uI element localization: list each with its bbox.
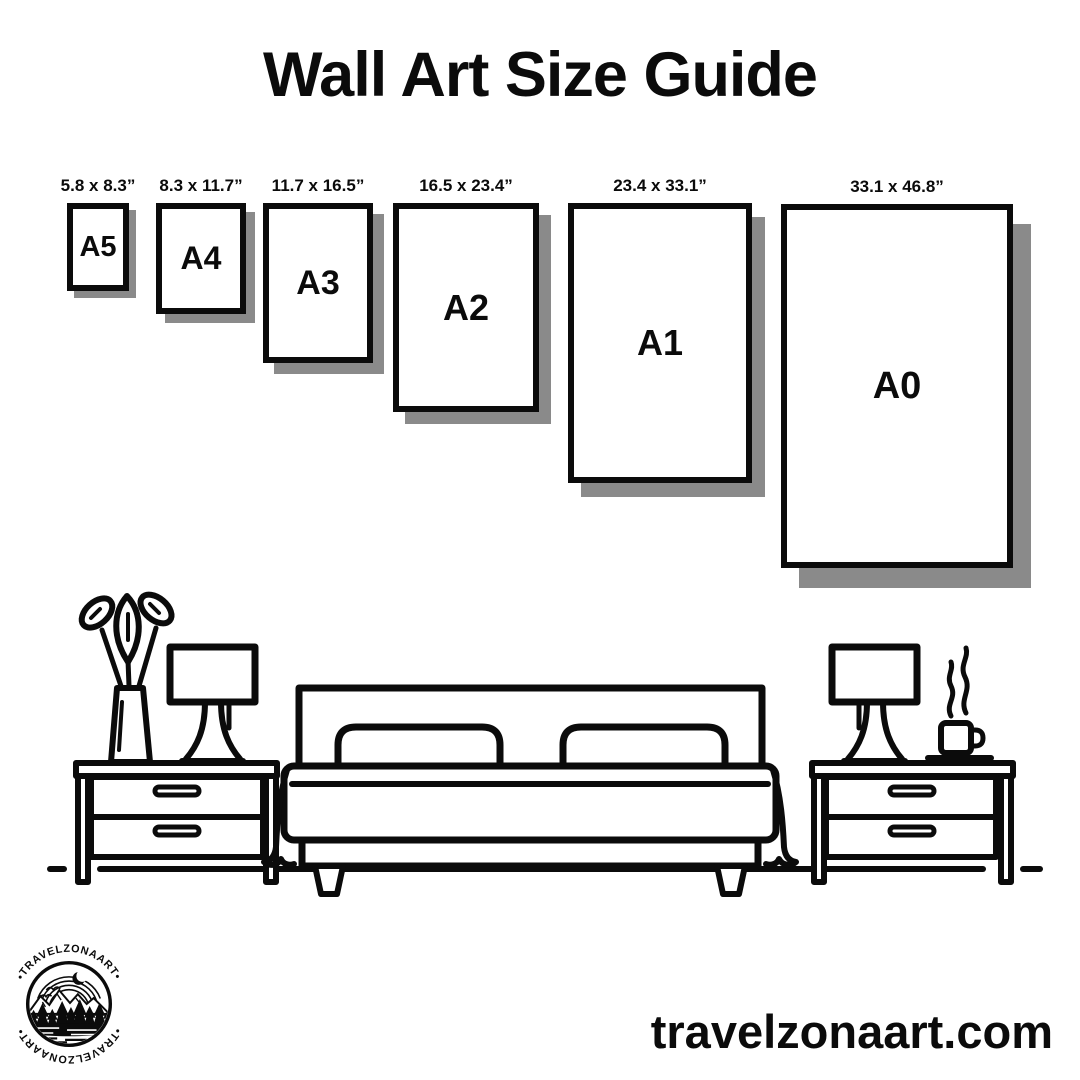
frame-dimensions-label: 23.4 x 33.1” (613, 176, 707, 195)
frame-dimensions-label: 11.7 x 16.5” (271, 176, 365, 195)
nightstand-left (76, 763, 277, 882)
frame-box (263, 203, 373, 363)
moon-icon (72, 970, 88, 985)
bedroom-illustration (0, 585, 1080, 905)
frame-size-name: A3 (296, 263, 340, 302)
frame-dimensions-label: 33.1 x 46.8” (850, 177, 944, 196)
poster-frame-a2 (393, 176, 539, 412)
poster-frame-a1 (568, 176, 752, 483)
frame-dimensions-label: 8.3 x 11.7” (159, 176, 243, 195)
steam-icon (963, 648, 967, 713)
frame-size-name: A0 (872, 364, 922, 407)
frame-box (393, 203, 539, 412)
travelzonaart-logo (10, 936, 128, 1072)
plant-vase-icon (76, 589, 177, 762)
poster-frame-a4 (156, 176, 246, 314)
poster-frame-a3 (263, 176, 373, 363)
table-lamp-left-icon (170, 647, 255, 761)
logo-text-bottom: •TRAVELZONAART• (14, 1026, 124, 1066)
table-lamp-right-icon (832, 647, 917, 761)
frame-dimensions-label: 16.5 x 23.4” (419, 176, 513, 195)
coffee-cup-icon (928, 648, 991, 758)
steam-icon (949, 662, 952, 716)
frame-box (568, 203, 752, 483)
website-url: travelzonaart.com (650, 1005, 1053, 1058)
frame-size-name: A1 (636, 322, 684, 363)
frame-box (67, 203, 129, 291)
frame-size-name: A5 (79, 230, 117, 263)
frame-box (156, 203, 246, 314)
poster-frame-a5 (60, 176, 136, 291)
poster-frame-a0 (781, 177, 1013, 568)
nightstand-right (812, 763, 1013, 882)
double-bed-icon (264, 688, 796, 894)
page-title: Wall Art Size Guide (263, 40, 817, 110)
logo-text-top: •TRAVELZONAART• (14, 942, 124, 982)
frame-size-name: A4 (180, 240, 222, 276)
frame-size-name: A2 (442, 286, 490, 328)
frame-dimensions-label: 5.8 x 8.3” (60, 176, 136, 195)
frame-box (781, 204, 1013, 568)
